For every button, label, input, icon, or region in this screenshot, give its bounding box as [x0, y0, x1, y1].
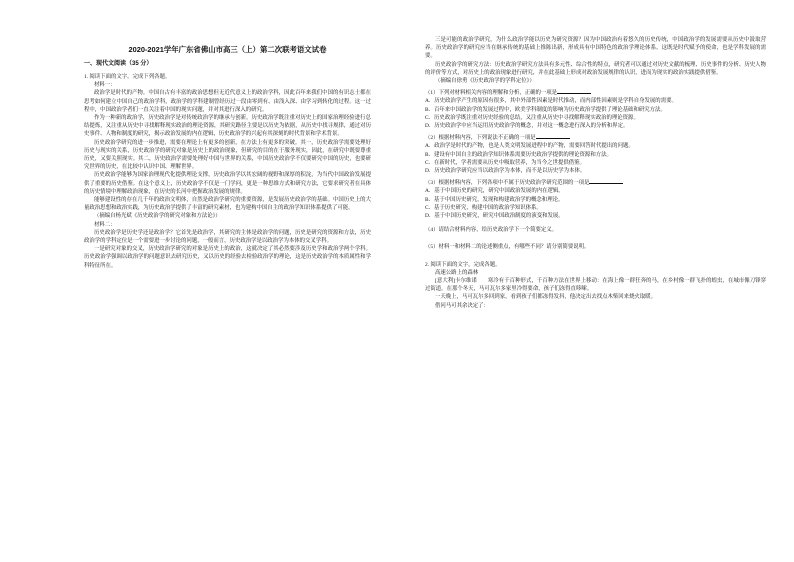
option: B．百年来中国政治学的发展过程中，欧美学科制度的影响为历史政治学提供了理论基础和研究方法。	[425, 106, 666, 113]
question-2-intro: 2. 阅读下面的文字，完成各题。	[425, 261, 501, 268]
question-stem: （2）根据材料内容，下列说法不正确的一项是	[425, 133, 766, 142]
paragraph: 历史政治学能够为国家治理现代化提供理论支撑，历史政治学以其宏阔的视野和深厚的积淀，为当代中国政治发展提供了重要的历史借鉴。在这个意义上，历史政治学不仅是一门学问，更是一种思维方式和研究方法，它要求研究者在具体的历史情境中理解政治现象，在历史的长河中把握政治发展的规律。	[84, 172, 371, 195]
paragraph: [意大利]卡尔维诺 寒冷有千百种形式，千百种方法在世界上移动：在海上像一群狂奔的马，在乡村像一群飞扑的蝗虫，在城市像刀锋穿过街道。在那个冬天，马可瓦尔多家里冷得要命，孩子们冻得直哆嗦。	[425, 278, 766, 293]
paragraph: 历史政治学的研究方法：历史政治学研究方法具有多元性、综合性的特点，研究者可以通过对历史文献的梳理、历史事件的分析、历史人物的评价等方式，对历史上的政治现象进行研究，并在此基础上形成对政治发展规律的认识，进而为现实的政治实践提供借鉴。	[425, 61, 766, 76]
story-title: 高速公路上的森林	[435, 269, 479, 276]
option: C．历史政治学既注重对历史经验的总结，又注重从历史中寻找解释现实政治的理论资源。	[425, 114, 639, 121]
option: A．基于中国历史的研究，研究中国政治发展的内在逻辑。	[425, 188, 564, 195]
paragraph: 三是可能的政治学研究，为什么政治学能以历史为研究资源？因为中国政治有着悠久的历史传统，中国政治学的发展需要从历史中汲取营养。历史政治学的研究应当在继承传统的基础上推陈出新，形成具有中国特色的政治学理论体系，这既是时代赋予的使命，也是学科发展的需要。	[425, 37, 766, 60]
option: B．基于中国历史研究，发现和构建政治学的概念和理论。	[425, 196, 564, 203]
option: D．历史政治学研究应当以政治学为本体，而不是以历史学为本体。	[425, 168, 586, 175]
source-note: （摘编自杨光斌《历史政治学的研究对象和方法论》）	[94, 213, 221, 220]
question-1-intro: 1. 阅读下面的文字，完成下列各题。	[84, 74, 171, 80]
option: D．历史政治学中应当运用历史政治学的概念，并对这一概念进行深入的分析和界定。	[425, 123, 629, 130]
option: C．基于历史研究，构建中国的政治学知识体系。	[425, 204, 542, 211]
paragraph: 政治学是时代的产物。中国自古有丰富的政治思想但无近代意义上的政治学科，因此百年来我们中国的有识志士都在思考如何建立中国自己的政治学科，政治学的学科建制曾经历过一段由零到有、由浅入深、由学习到转化的过程。这一过程中，中国政治学者们一直关注着中国的现实问题，并对其进行深入的研究。	[84, 90, 371, 113]
right-column	[397, 0, 794, 562]
paragraph: 一是研究对象的交叉，历史政治学研究的对象是历史上的政治，这就决定了其必然要涉及历史学和政治学两个学科。历史政治学强调以政治学的问题意识去研究历史，又以历史的经验去检验政治学的理论，这是历史政治学的本质属性和学科特征所在。	[84, 246, 371, 269]
question-5: （5）材料一和材料二的论述侧重点，有哪些不同？请分别简要说明。	[425, 244, 590, 251]
answer-blank[interactable]	[589, 178, 623, 184]
option: B．建设有中国自主的政治学知识体系需要历史政治学提供的理论资源和方法。	[425, 151, 612, 158]
paragraph: 借问马可其余决定了：	[435, 302, 489, 309]
paragraph: 历史政治学研究的进一步推进，需要在理论上有更多的创新，在方法上有更多的突破。其一，历史政治学需要处理好历史与现实的关系，历史政治学的研究对象是历史上的政治现象，但研究的目的在于服务现实，因此，在研究中既要尊重历史，又要关照现实。其二，历史政治学需要处理好中国与世界的关系，中国历史政治学不仅要研究中国的历史，也要研究世界的历史，在比较中认识中国、理解世界。	[84, 139, 371, 171]
question-4: （4）请结合材料内容，给历史政治学下一个简要定义。	[425, 227, 558, 234]
question-stem: （1）下列对材料相关内容的理解和分析，正确的一项是	[425, 88, 766, 97]
source-note: （摘编自徐勇《历史政治学的学科定位》）	[435, 78, 535, 85]
option: A．历史政治学产生的原因有很多，其中外部性因素是时代推动，而内部性因素则是学科自身发展的需要。	[425, 98, 677, 105]
option: A．政治学是时代的产物，也是人类文明发展进程中的产物，需要回答时代提出的问题。	[425, 143, 634, 150]
answer-blank[interactable]	[557, 88, 591, 94]
answer-blank[interactable]	[536, 133, 570, 139]
question-stem: （3）根据材料内容，下列各项中不属于历史政治学研究范围的一项是	[425, 178, 766, 187]
option: D．基于中国历史研究，研究中国政治制度的演变和发展。	[425, 213, 564, 220]
material-2-label: 材料二：	[94, 221, 116, 228]
section-heading: 一、现代文阅读（35 分）	[84, 61, 153, 67]
paragraph: 作为一种新的政治学，历史政治学是对传统政治学的继承与创新。历史政治学既注重对历史上的国家治理经验进行总结提炼，又注重从历史中寻找解释现实政治的理论资源，其研究路径主要是以历史为依据，从历史中找寻规律，通过对历史事件、人物和制度的研究，揭示政治发展的内在逻辑，历史政治学的兴起有其深刻的时代背景和学术背景。	[84, 115, 371, 138]
exam-title: 2020-2021学年广东省佛山市高三（上）第二次联考语文试卷	[128, 45, 327, 54]
paragraph: 历史政治学是历史学还是政治学？它首先是政治学，其研究的主体是政治学的问题，历史是研究的资源和方法，历史政治学的学科定位是一个需要进一步讨论的问题，一般而言，历史政治学是以政治学为本体的交叉学科。	[84, 229, 371, 245]
material-1-label: 材料一：	[94, 82, 116, 89]
paragraph: 能够建设性的存在几千年的政治文明体，自然是政治学研究的重要资源，是发展历史政治学的基础。中国历史上的大量政治思想和政治实践，为历史政治学提供了丰富的研究素材，也为建构中国自主的政治学知识体系提供了可能。	[84, 197, 371, 212]
option: C．在新时代，学者需要从历史中吸取营养，为当今之世提供借鉴。	[425, 159, 585, 166]
paragraph: 一天晚上，马可瓦尔多回到家，看到孩子们都冻得发抖，他决定出去找点木柴回来烧火取暖。	[435, 294, 657, 301]
